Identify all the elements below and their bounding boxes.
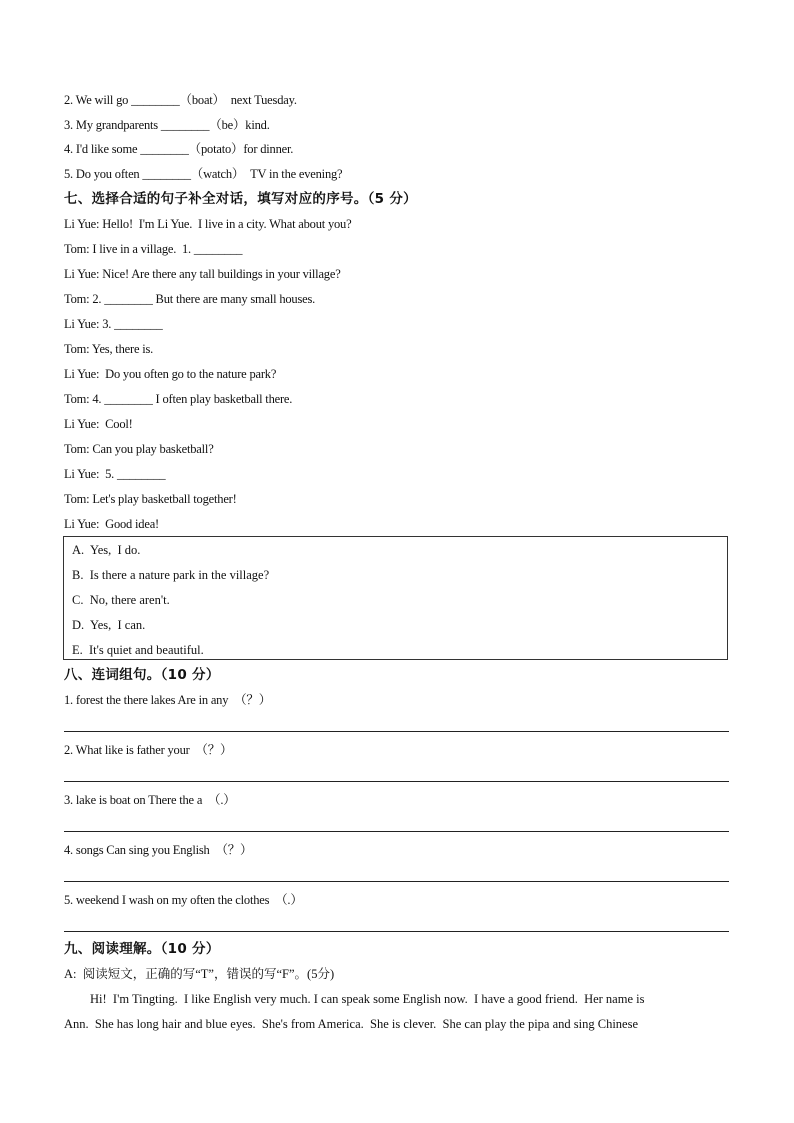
section-7-heading: 七、选择合适的句子补全对话，填写对应的序号。（5 分） [64,191,417,207]
passage-line: Hi! I'm Tingting. I like English very much. I can speak some English now. I have a good friend. Her name is [90,992,645,1006]
answer-line [64,831,729,832]
dialogue-line: Li Yue: Nice! Are there any tall buildings in your village? [64,267,341,281]
passage-line: Ann. She has long hair and blue eyes. She's from America. She is clever. She can play the pipa and sing Chinese [64,1017,638,1031]
answer-line [64,881,729,882]
section-9-heading: 九、阅读理解。（10 分） [64,941,220,957]
dialogue-line: Tom: 2. ________ But there are many small houses. [64,292,316,306]
dialogue-line: Tom: Yes, there is. [64,342,154,356]
dialogue-line: Li Yue: 5. ________ [64,467,166,481]
sentence-item-2: 2. What like is father your （？） [64,743,233,757]
dialogue-line: Li Yue: Do you often go to the nature park? [64,367,277,381]
fill-item-3: 3. My grandparents ________（be）kind. [64,118,270,132]
fill-item-4: 4. I'd like some ________（potato）for dinner. [64,142,294,156]
dialogue-line: Li Yue: Hello! I'm Li Yue. I live in a city. What about you? [64,217,352,231]
dialogue-line: Tom: I live in a village. 1. ________ [64,242,243,256]
option-e: E. It's quiet and beautiful. [72,643,204,657]
section-8-heading: 八、连词组句。（10 分） [64,667,220,683]
option-a: A. Yes, I do. [72,543,141,557]
option-c: C. No, there aren't. [72,593,170,607]
answer-line [64,931,729,932]
section-9-instruction: A: 阅读短文，正确的写“T”，错误的写“F”。(5分) [64,967,335,981]
dialogue-line: Li Yue: Cool! [64,417,133,431]
sentence-item-3: 3. lake is boat on There the a （.） [64,793,236,807]
answer-line [64,781,729,782]
sentence-item-1: 1. forest the there lakes Are in any （？） [64,693,272,707]
dialogue-line: Tom: Let's play basketball together! [64,492,237,506]
dialogue-line: Tom: 4. ________ I often play basketball there. [64,392,293,406]
fill-item-5: 5. Do you often ________（watch） TV in the evening? [64,167,343,181]
fill-item-2: 2. We will go ________（boat） next Tuesday. [64,93,297,107]
options-box [63,536,728,660]
dialogue-line: Li Yue: 3. ________ [64,317,163,331]
dialogue-line: Li Yue: Good idea! [64,517,160,531]
option-b: B. Is there a nature park in the village? [72,568,270,582]
sentence-item-5: 5. weekend I wash on my often the clothes （.） [64,893,303,907]
sentence-item-4: 4. songs Can sing you English （？） [64,843,253,857]
answer-line [64,731,729,732]
dialogue-line: Tom: Can you play basketball? [64,442,214,456]
option-d: D. Yes, I can. [72,618,146,632]
